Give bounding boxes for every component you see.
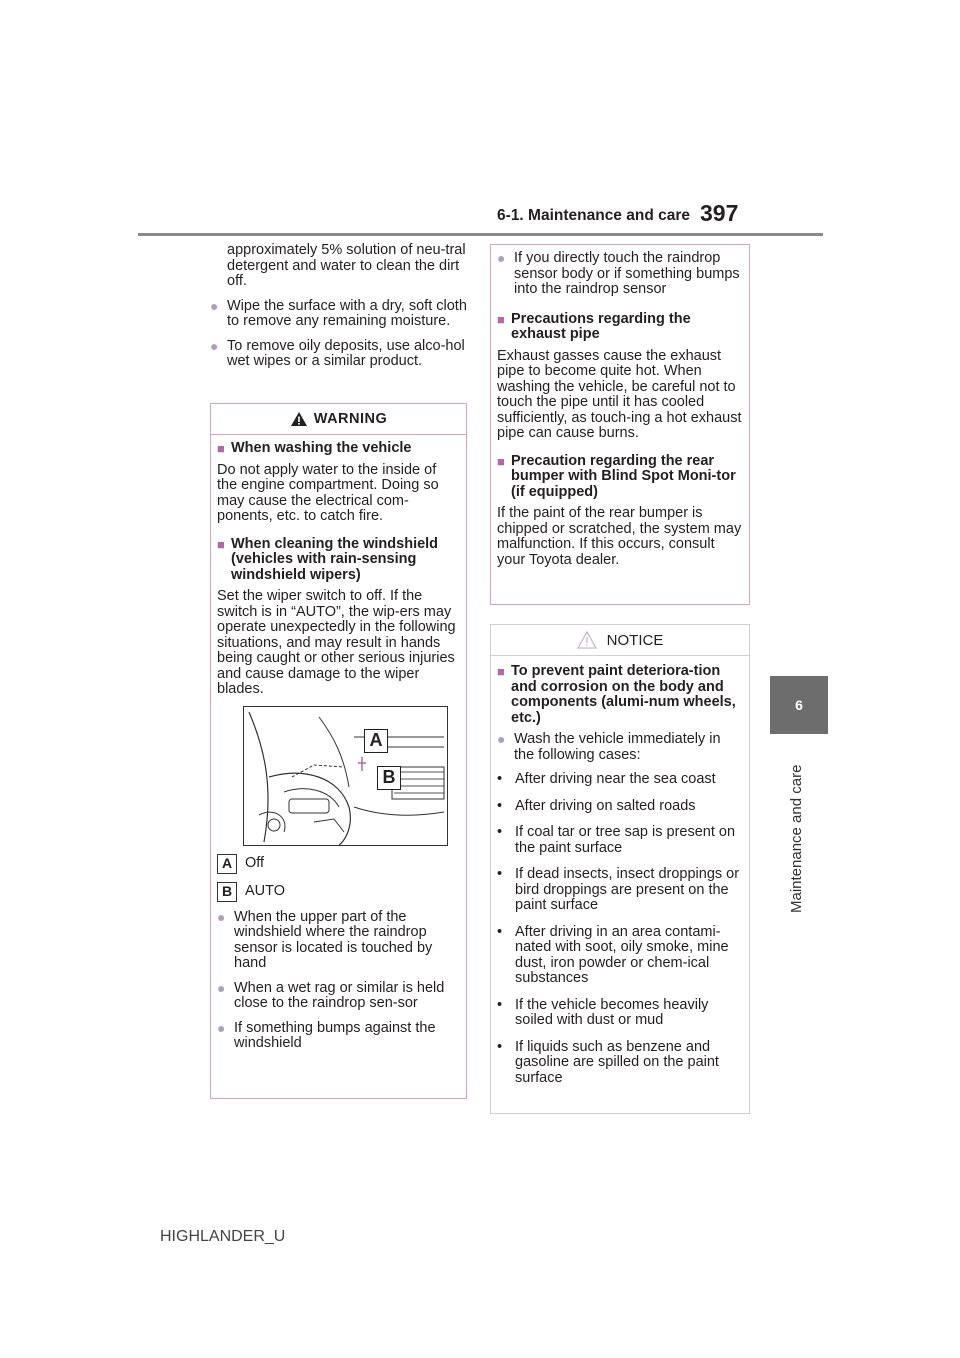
callout-b: B [377, 766, 401, 790]
notice-case-2: • After driving on salted roads [497, 799, 743, 815]
warning-title: WARNING [313, 411, 388, 427]
page-number: 397 [700, 200, 739, 226]
chapter-tab [770, 676, 828, 734]
intro-text: approximately 5% solution of neu-tral detergent and water to clean the dirt off. [227, 242, 466, 289]
label-key-b: B [217, 882, 237, 902]
document-code: HIGHLANDER_U [160, 1228, 286, 1245]
notice-heading: ■ To prevent paint deteriora-tion and corrosion on the body and components (alumi-num wheels, etc.) [497, 664, 743, 726]
notice-header [491, 625, 749, 656]
notice-case-6: • If the vehicle becomes heavily soiled with dust or mud [497, 998, 743, 1029]
notice-case-3: • If coal tar or tree sap is present on the paint surface [497, 825, 743, 856]
chapter-number: 6 [795, 697, 803, 713]
notice-case-7: • If liquids such as benzene and gasoline are spilled on the paint surface [497, 1040, 743, 1087]
left-column-intro [210, 243, 468, 379]
warning-heading-2: ■ When cleaning the windshield (vehicles with rain-sensing windshield wipers) [217, 537, 460, 584]
wiper-switch-illustration [243, 706, 448, 846]
warning-text-2: Set the wiper switch to off. If the switch is in “AUTO”, the wip-ers may operate unexpectedly in the following situations, and may result in hands being caught or other serious injuries and cause damage to the wiper blades. [217, 588, 456, 697]
intro-bullet-1: ● Wipe the surface with a dry, soft cloth to remove any remaining moisture. [210, 299, 468, 330]
label-text-b: AUTO [245, 882, 286, 899]
warning-bullet-1: ● When the upper part of the windshield where the raindrop sensor is located is touched by hand [217, 910, 460, 972]
warning-bullet-2: ● When a wet rag or similar is held close to the raindrop sen-sor [217, 981, 460, 1012]
steering-column-drawing [244, 707, 447, 845]
notice-case-4: • If dead insects, insect droppings or bird droppings are present on the paint surface [497, 867, 743, 914]
notice-body [491, 656, 749, 1086]
chapter-label: Maintenance and care [788, 764, 805, 913]
label-row-a [217, 854, 460, 874]
warning-icon [290, 411, 308, 427]
notice-bullet: ● Wash the vehicle immediately in the following cases: [497, 732, 743, 763]
warning-box [210, 403, 467, 1099]
intro-bullet-2: ● To remove oily deposits, use alco-hol wet wipes or a similar product. [210, 339, 468, 370]
label-key-a: A [217, 854, 237, 874]
notice-title: NOTICE [606, 631, 664, 649]
notice-case-1: • After driving near the sea coast [497, 772, 743, 788]
notice-case-5: • After driving in an area contami-nated with soot, oily smoke, mine dust, iron powder or chem-ical substances [497, 925, 743, 987]
warning-header [211, 404, 466, 435]
right-warning-bullet: ● If you directly touch the raindrop sensor body or if something bumps into the raindrop sensor [497, 251, 743, 298]
label-row-b [217, 882, 460, 902]
warning-heading-1: ■ When washing the vehicle [217, 441, 460, 457]
notice-box [490, 624, 750, 1114]
right-warning-heading-2: ■ Precaution regarding the rear bumper with Blind Spot Moni-tor (if equipped) [497, 454, 743, 501]
notice-caution-icon [577, 631, 597, 649]
right-warning-text-1: Exhaust gasses cause the exhaust pipe to become quite hot. When washing the vehicle, be careful not to touch the pipe until it has cooled sufficiently, as touch-ing a hot exhaust pipe can cause burns. [497, 347, 742, 441]
warning-body [211, 435, 466, 1052]
header-rule [138, 233, 823, 236]
section-title: 6-1. Maintenance and care [497, 207, 690, 224]
chapter-label-container [780, 745, 820, 915]
warning-text-1: Do not apply water to the inside of the engine compartment. Doing so may cause the electrical com-ponents, etc. to catch fire. [217, 461, 439, 524]
right-warning-heading-1: ■ Precautions regarding the exhaust pipe [497, 312, 743, 343]
label-text-a: Off [245, 854, 265, 871]
warning-continued-box [490, 244, 750, 605]
warning-bullet-3: ● If something bumps against the windshield [217, 1021, 460, 1052]
callout-a: A [364, 729, 388, 753]
right-warning-text-2: If the paint of the rear bumper is chipped or scratched, the system may malfunction. If this occurs, consult your Toyota dealer. [497, 505, 742, 568]
